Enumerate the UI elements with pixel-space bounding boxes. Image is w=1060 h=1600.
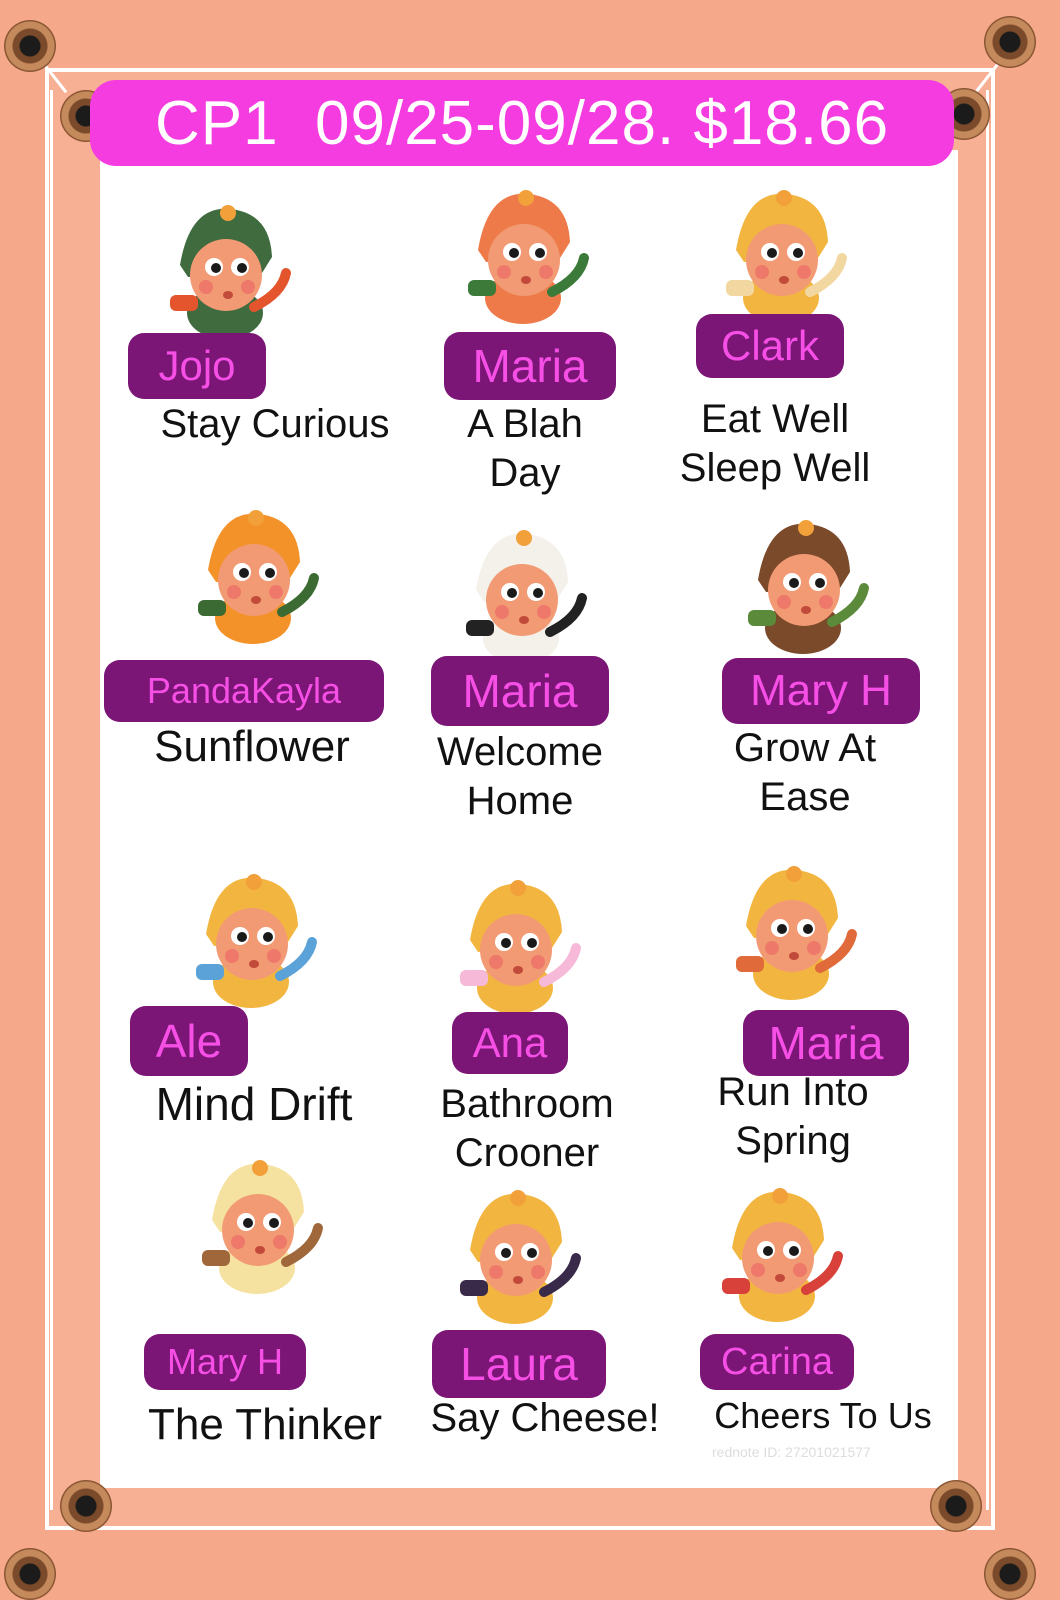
- figure-caption: Cheers To Us: [714, 1395, 932, 1436]
- watermark: rednote ID: 27201021577: [712, 1444, 871, 1460]
- rope: [50, 90, 53, 1510]
- figure-caption: Mind Drift: [155, 1078, 353, 1130]
- figure-image: [182, 1150, 332, 1300]
- figure-caption: Welcome Home: [437, 730, 603, 823]
- grommet-icon: [4, 20, 56, 72]
- figure-image: [440, 870, 590, 1020]
- buyer-name-tag: Ana: [452, 1012, 568, 1074]
- buyer-name-tag: Clark: [696, 314, 844, 378]
- buyer-name-tag: Maria: [431, 656, 609, 726]
- buyer-name-tag: Mary H: [144, 1334, 306, 1390]
- buyer-name-tag: Jojo: [128, 333, 266, 399]
- figure-caption: The Thinker: [148, 1400, 382, 1449]
- buyer-name-tag: Laura: [432, 1330, 606, 1398]
- grommet-icon: [930, 1480, 982, 1532]
- figure-image: [440, 1180, 590, 1330]
- figure-caption: Grow At Ease: [733, 726, 877, 819]
- figure-image: [178, 500, 328, 650]
- figure-image: [176, 864, 326, 1014]
- figure-caption: Eat Well Sleep Well: [679, 397, 871, 490]
- buyer-name-tag: Carina: [700, 1334, 854, 1390]
- grommet-icon: [60, 1480, 112, 1532]
- figure-caption: Bathroom Crooner: [440, 1082, 614, 1175]
- figure-image: [702, 1178, 852, 1328]
- figure-image: [716, 856, 866, 1006]
- buyer-name-tag: Maria: [444, 332, 616, 400]
- buyer-name-tag: PandaKayla: [104, 660, 384, 722]
- figure-image: [150, 195, 300, 345]
- figure-image: [448, 180, 598, 330]
- grommet-icon: [984, 1548, 1036, 1600]
- grommet-icon: [984, 16, 1036, 68]
- figure-image: [706, 180, 856, 330]
- page-title: CP1 09/25-09/28. $18.66: [154, 88, 890, 158]
- figure-image: [446, 520, 596, 670]
- title-banner: [90, 80, 954, 166]
- figure-caption: Say Cheese!: [430, 1396, 660, 1440]
- figure-caption: Run Into Spring: [717, 1070, 869, 1163]
- figure-caption: Stay Curious: [160, 402, 390, 446]
- figure-caption: A Blah Day: [467, 402, 583, 495]
- grommet-icon: [4, 1548, 56, 1600]
- figure-caption: Sunflower: [154, 722, 350, 771]
- rope: [986, 90, 989, 1510]
- figure-image: [728, 510, 878, 660]
- buyer-name-tag: Mary H: [722, 658, 920, 724]
- buyer-name-tag: Maria: [743, 1010, 909, 1076]
- buyer-name-tag: Ale: [130, 1006, 248, 1076]
